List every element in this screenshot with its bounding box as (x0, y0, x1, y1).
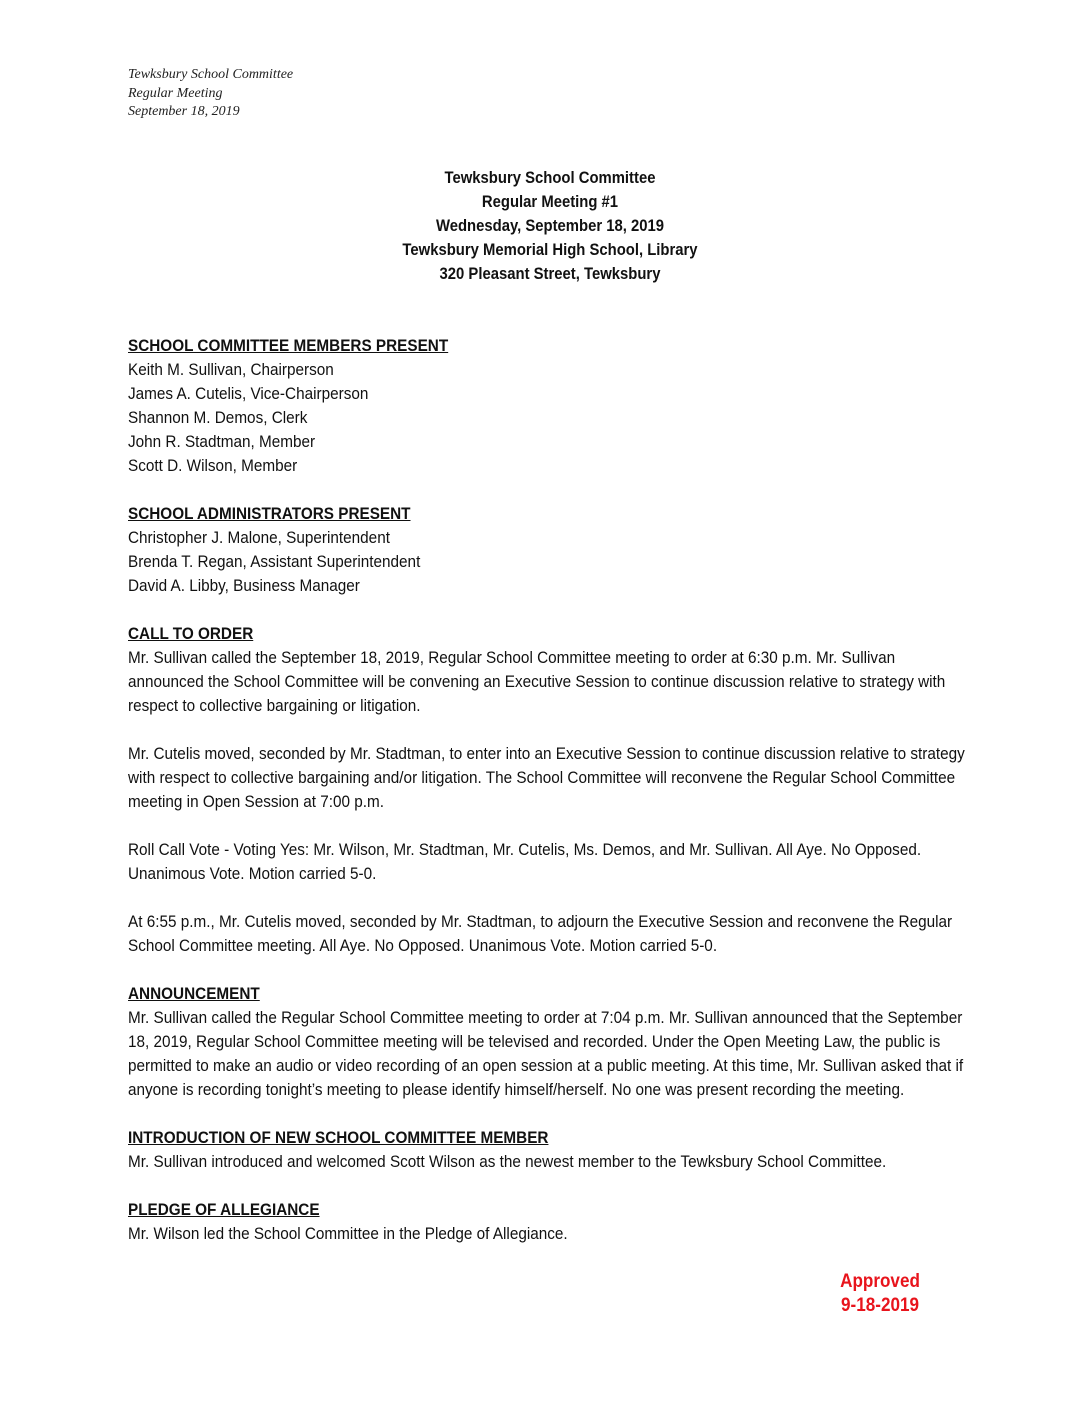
member-item: John R. Stadtman, Member (128, 432, 316, 451)
paragraph: Mr. Sullivan called the Regular School Committee meeting to order at 7:04 p.m. Mr. Sullivan announced that the September 18, 2019, Regular School Committee meeting will be televised and recorded. Under the Open Meeting Law, the public is permitted to make an audio or video recording of an open session at a public meeting. At this time, Mr. Sullivan asked that if anyone is recording tonight’s meeting to please identify himself/herself. No one was present recording the meeting. (128, 1008, 964, 1099)
administrator-item: Brenda T. Regan, Assistant Superintendent (128, 552, 421, 571)
introduction-section (128, 1126, 965, 1174)
pledge-section (128, 1198, 965, 1246)
meeting-address: 320 Pleasant Street, Tewksbury (439, 265, 661, 283)
section-heading: CALL TO ORDER (128, 624, 254, 643)
member-item: Shannon M. Demos, Clerk (128, 408, 308, 427)
announcement-section (128, 982, 965, 1102)
paragraph: Mr. Sullivan called the September 18, 2019, Regular School Committee meeting to order at 6:30 p.m. Mr. Sullivan announced the School Committee will be convening an Executive Session to continue discussion relative to strategy with respect to collective bargaining or litigation. (128, 648, 946, 715)
running-header-line: Tewksbury School Committee (128, 67, 294, 82)
committee-name: Tewksbury School Committee (444, 169, 656, 187)
members-present-section (128, 334, 965, 478)
running-header (128, 66, 293, 122)
administrators-present-section (128, 502, 965, 598)
administrator-item: David A. Libby, Business Manager (128, 576, 360, 595)
section-heading: SCHOOL COMMITTEE MEMBERS PRESENT (128, 336, 449, 355)
section-heading: INTRODUCTION OF NEW SCHOOL COMMITTEE MEMBER (128, 1128, 549, 1147)
running-header-line: Regular Meeting (128, 85, 223, 101)
section-heading: PLEDGE OF ALLEGIANCE (128, 1200, 320, 1219)
paragraph: Mr. Wilson led the School Committee in the Pledge of Allegiance. (128, 1224, 568, 1243)
running-header-line: September 18, 2019 (128, 104, 240, 119)
paragraph: Mr. Cutelis moved, seconded by Mr. Stadtman, to enter into an Executive Session to continue discussion relative to strategy with respect to collective bargaining and/or litigation. The School Committee will reconvene the Regular School Committee meeting in Open Session at 7:00 p.m. (128, 744, 965, 811)
approved-stamp (826, 1270, 934, 1318)
meeting-number: Regular Meeting #1 (481, 193, 619, 211)
member-item: Keith M. Sullivan, Chairperson (128, 360, 334, 379)
section-heading: SCHOOL ADMINISTRATORS PRESENT (128, 504, 411, 523)
meeting-location: Tewksbury Memorial High School, Library (402, 241, 698, 259)
paragraph: At 6:55 p.m., Mr. Cutelis moved, seconded by Mr. Stadtman, to adjourn the Executive Session and reconvene the Regular School Committee meeting. All Aye. No Opposed. Unanimous Vote. Motion carried 5-0. (128, 912, 953, 955)
meeting-title-block (55, 166, 1045, 286)
call-to-order-section (128, 622, 965, 958)
paragraph: Roll Call Vote - Voting Yes: Mr. Wilson, Mr. Stadtman, Mr. Cutelis, Ms. Demos, and Mr. Sullivan. All Aye. No Opposed. Unanimous Vote. Motion carried 5-0. (128, 840, 922, 883)
paragraph: Mr. Sullivan introduced and welcomed Scott Wilson as the newest member to the Tewksbury School Committee. (128, 1152, 887, 1171)
administrator-item: Christopher J. Malone, Superintendent (128, 528, 390, 547)
approved-label: Approved (840, 1271, 920, 1292)
section-heading: ANNOUNCEMENT (128, 984, 260, 1003)
approved-date: 9-18-2019 (841, 1295, 919, 1316)
member-item: James A. Cutelis, Vice-Chairperson (128, 384, 369, 403)
member-item: Scott D. Wilson, Member (128, 456, 298, 475)
minutes-body (128, 334, 965, 1270)
meeting-date: Wednesday, September 18, 2019 (435, 217, 665, 235)
